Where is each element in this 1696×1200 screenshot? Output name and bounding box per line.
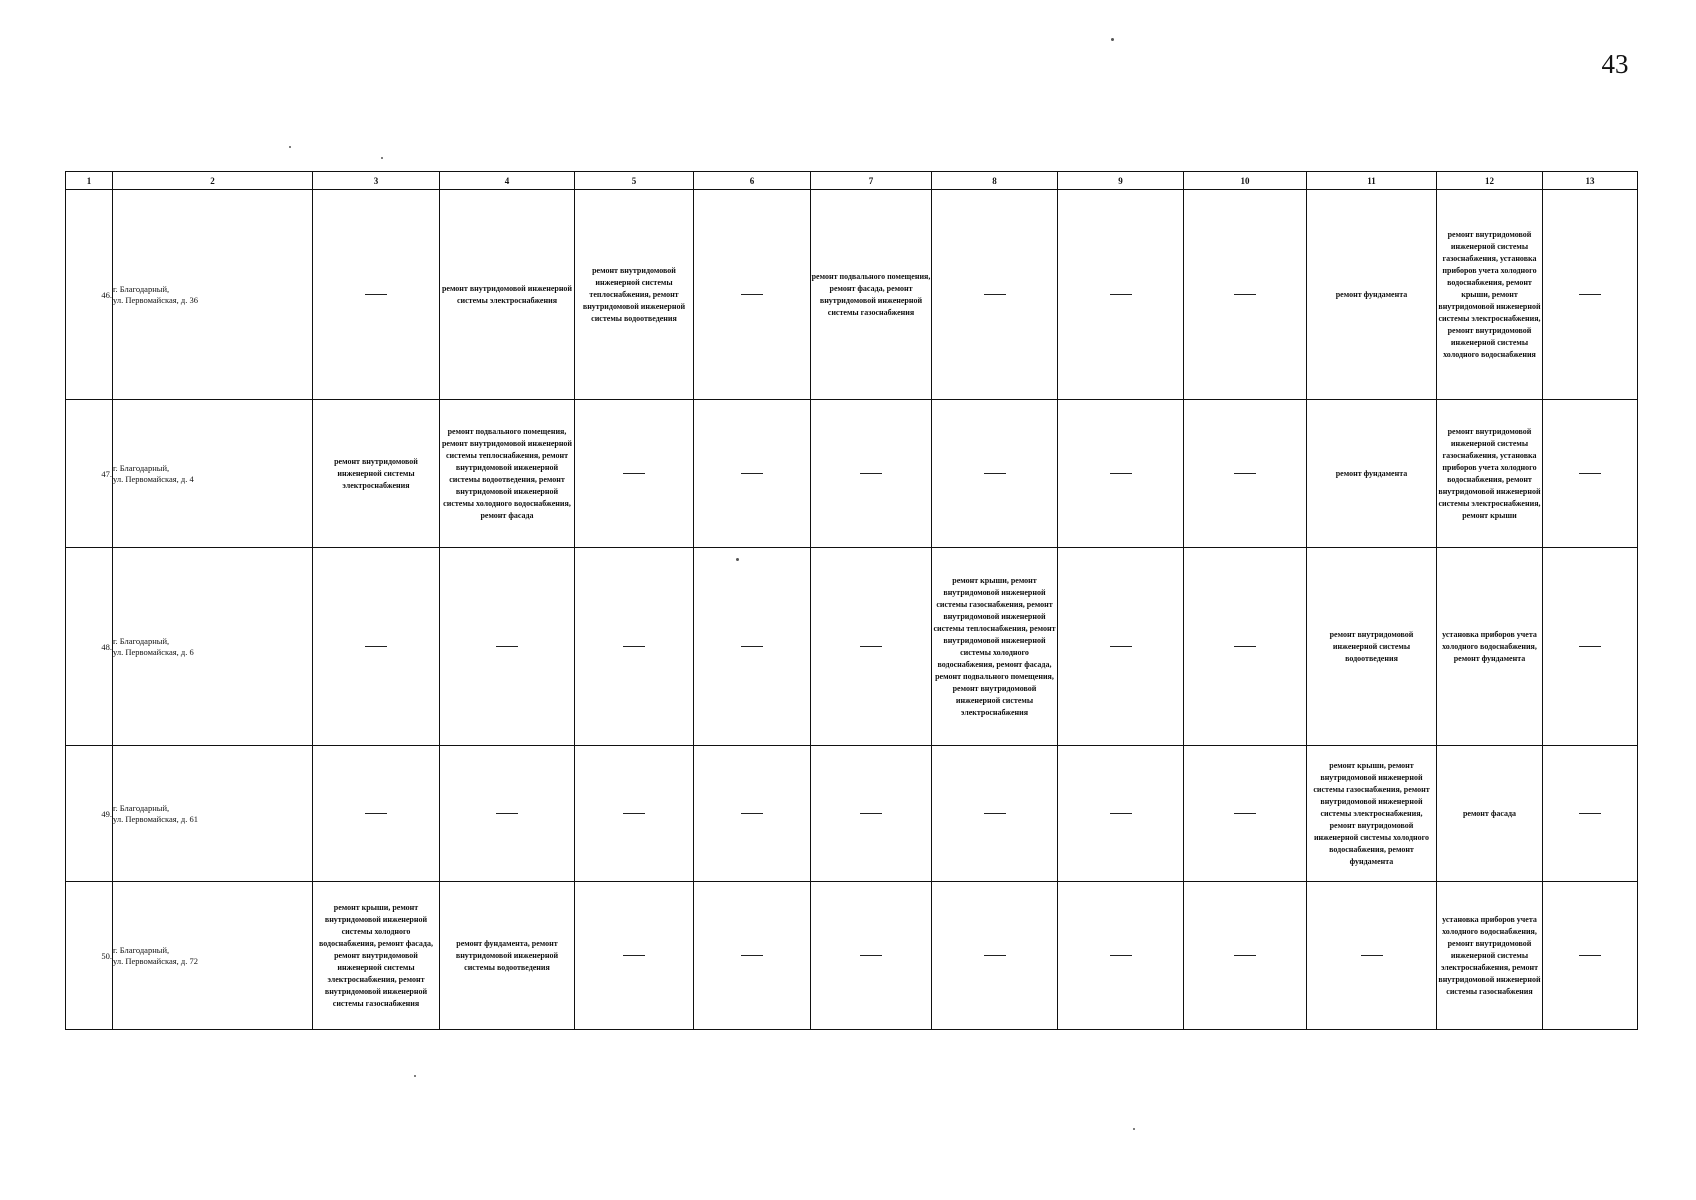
empty-cell: [313, 548, 440, 746]
dash-mark: [984, 955, 1006, 956]
empty-cell: [575, 882, 694, 1030]
dash-mark: [1110, 646, 1132, 647]
table-row: [66, 400, 1638, 548]
empty-cell: [1543, 400, 1638, 548]
empty-cell: [932, 882, 1058, 1030]
column-header: 3: [313, 172, 440, 190]
empty-cell: [1184, 882, 1307, 1030]
address-street: ул. Первомайская, д. 36: [113, 294, 198, 305]
empty-cell: [694, 882, 811, 1030]
empty-cell: [440, 746, 575, 882]
empty-cell: [1058, 882, 1184, 1030]
repair-schedule-table: [65, 171, 1638, 1030]
empty-cell: [1543, 190, 1638, 400]
column-header: 12: [1437, 172, 1543, 190]
work-cell: ремонт фундамента: [1307, 400, 1437, 548]
address-cell: [113, 400, 313, 548]
dash-mark: [1110, 955, 1132, 956]
empty-cell: [1058, 400, 1184, 548]
address-street: ул. Первомайская, д. 4: [113, 473, 194, 484]
dash-mark: [623, 955, 645, 956]
row-number: 49.: [66, 746, 113, 882]
empty-cell: [575, 548, 694, 746]
column-header: 6: [694, 172, 811, 190]
empty-cell: [1184, 746, 1307, 882]
empty-cell: [694, 548, 811, 746]
dash-mark: [496, 813, 518, 814]
empty-cell: [694, 190, 811, 400]
empty-cell: [811, 548, 932, 746]
empty-cell: [1184, 400, 1307, 548]
column-header: 9: [1058, 172, 1184, 190]
dash-mark: [741, 473, 763, 474]
dash-mark: [1110, 473, 1132, 474]
dash-mark: [741, 813, 763, 814]
dash-mark: [741, 955, 763, 956]
dash-mark: [1579, 473, 1601, 474]
address-cell: [113, 548, 313, 746]
row-number: 47.: [66, 400, 113, 548]
work-cell: ремонт фундамента, ремонт внутридомовой инженерной системы водоотведения: [440, 882, 575, 1030]
dash-mark: [860, 646, 882, 647]
dash-mark: [623, 646, 645, 647]
scan-speck: [1111, 38, 1114, 41]
address-city: г. Благодарный,: [113, 944, 170, 955]
address-street: ул. Первомайская, д. 61: [113, 813, 198, 824]
table-row: [66, 548, 1638, 746]
dash-mark: [1579, 646, 1601, 647]
address-city: г. Благодарный,: [113, 802, 170, 813]
work-cell: ремонт внутридомовой инженерной системы электроснабжения: [313, 400, 440, 548]
column-header: 7: [811, 172, 932, 190]
dash-mark: [741, 294, 763, 295]
work-cell: ремонт крыши, ремонт внутридомовой инженерной системы газоснабжения, ремонт внутридомовой инженерной системы электроснабжения, ремонт внутридомовой инженерной системы холодного водоснабжения, ремонт фундамента: [1307, 746, 1437, 882]
empty-cell: [1058, 746, 1184, 882]
scan-speck: [1133, 1128, 1135, 1130]
empty-cell: [694, 746, 811, 882]
empty-cell: [932, 190, 1058, 400]
empty-cell: [694, 400, 811, 548]
table-row: [66, 746, 1638, 882]
column-header: 13: [1543, 172, 1638, 190]
dash-mark: [1579, 955, 1601, 956]
address-city: г. Благодарный,: [113, 635, 170, 646]
address-city: г. Благодарный,: [113, 283, 170, 294]
address-city: г. Благодарный,: [113, 462, 170, 473]
empty-cell: [1058, 190, 1184, 400]
dash-mark: [1361, 955, 1383, 956]
dash-mark: [860, 955, 882, 956]
work-cell: ремонт фундамента: [1307, 190, 1437, 400]
dash-mark: [860, 473, 882, 474]
empty-cell: [1058, 548, 1184, 746]
empty-cell: [575, 746, 694, 882]
column-header: 11: [1307, 172, 1437, 190]
dash-mark: [860, 813, 882, 814]
empty-cell: [1543, 548, 1638, 746]
empty-cell: [811, 400, 932, 548]
column-header: 2: [113, 172, 313, 190]
column-header: 8: [932, 172, 1058, 190]
dash-mark: [984, 294, 1006, 295]
empty-cell: [811, 746, 932, 882]
empty-cell: [1307, 882, 1437, 1030]
dash-mark: [1234, 646, 1256, 647]
address-street: ул. Первомайская, д. 6: [113, 646, 194, 657]
column-header: 10: [1184, 172, 1307, 190]
table-body: [66, 190, 1638, 1030]
dash-mark: [623, 813, 645, 814]
address-cell: [113, 746, 313, 882]
dash-mark: [984, 813, 1006, 814]
dash-mark: [1579, 813, 1601, 814]
empty-cell: [1184, 190, 1307, 400]
dash-mark: [1234, 955, 1256, 956]
scan-speck: [381, 157, 383, 159]
scan-speck: [414, 1075, 416, 1077]
work-cell: ремонт внутридомовой инженерной системы газоснабжения, установка приборов учета холодного водоснабжения, ремонт крыши, ремонт внутридомовой инженерной системы электроснабжения, ремонт внутридомовой инженерной системы холодного водоснабжения: [1437, 190, 1543, 400]
work-cell: ремонт внутридомовой инженерной системы газоснабжения, установка приборов учета холодного водоснабжения, ремонт внутридомовой инженерной системы электроснабжения, ремонт крыши: [1437, 400, 1543, 548]
empty-cell: [932, 400, 1058, 548]
dash-mark: [1110, 294, 1132, 295]
dash-mark: [1234, 813, 1256, 814]
empty-cell: [313, 746, 440, 882]
empty-cell: [811, 882, 932, 1030]
dash-mark: [1579, 294, 1601, 295]
table-row: [66, 190, 1638, 400]
row-number: 48.: [66, 548, 113, 746]
dash-mark: [365, 813, 387, 814]
work-cell: ремонт фасада: [1437, 746, 1543, 882]
dash-mark: [1110, 813, 1132, 814]
dash-mark: [1234, 294, 1256, 295]
empty-cell: [440, 548, 575, 746]
work-cell: ремонт подвального помещения, ремонт фасада, ремонт внутридомовой инженерной системы газоснабжения: [811, 190, 932, 400]
empty-cell: [1543, 882, 1638, 1030]
dash-mark: [741, 646, 763, 647]
column-header: 1: [66, 172, 113, 190]
work-cell: установка приборов учета холодного водоснабжения, ремонт фундамента: [1437, 548, 1543, 746]
scan-speck: [289, 146, 291, 148]
empty-cell: [932, 746, 1058, 882]
dash-mark: [984, 473, 1006, 474]
dash-mark: [496, 646, 518, 647]
empty-cell: [575, 400, 694, 548]
address-street: ул. Первомайская, д. 72: [113, 955, 198, 966]
column-header: 5: [575, 172, 694, 190]
address-cell: [113, 190, 313, 400]
row-number: 50.: [66, 882, 113, 1030]
row-number: 46.: [66, 190, 113, 400]
work-cell: ремонт внутридомовой инженерной системы водоотведения: [1307, 548, 1437, 746]
empty-cell: [1184, 548, 1307, 746]
dash-mark: [365, 294, 387, 295]
empty-cell: [313, 190, 440, 400]
work-cell: ремонт внутридомовой инженерной системы электроснабжения: [440, 190, 575, 400]
table-header-row: [66, 172, 1638, 190]
page-number: 43: [1601, 49, 1629, 79]
work-cell: установка приборов учета холодного водоснабжения, ремонт внутридомовой инженерной системы электроснабжения, ремонт внутридомовой инженерной системы газоснабжения: [1437, 882, 1543, 1030]
dash-mark: [1234, 473, 1256, 474]
table-row: [66, 882, 1638, 1030]
column-header: 4: [440, 172, 575, 190]
dash-mark: [623, 473, 645, 474]
work-cell: ремонт крыши, ремонт внутридомовой инженерной системы холодного водоснабжения, ремонт фасада, ремонт внутридомовой инженерной системы электроснабжения, ремонт внутридомовой инженерной системы газоснабжения: [313, 882, 440, 1030]
empty-cell: [1543, 746, 1638, 882]
work-cell: ремонт внутридомовой инженерной системы теплоснабжения, ремонт внутридомовой инженерной системы водоотведения: [575, 190, 694, 400]
work-cell: ремонт подвального помещения, ремонт внутридомовой инженерной системы теплоснабжения, ремонт внутридомовой инженерной системы водоотведения, ремонт внутридомовой инженерной системы холодного водоснабжения, ремонт фасада: [440, 400, 575, 548]
address-cell: [113, 882, 313, 1030]
dash-mark: [365, 646, 387, 647]
work-cell: ремонт крыши, ремонт внутридомовой инженерной системы газоснабжения, ремонт внутридомовой инженерной системы теплоснабжения, ремонт внутридомовой инженерной системы холодного водоснабжения, ремонт фасада, ремонт подвального помещения, ремонт внутридомовой инженерной системы электроснабжения: [932, 548, 1058, 746]
